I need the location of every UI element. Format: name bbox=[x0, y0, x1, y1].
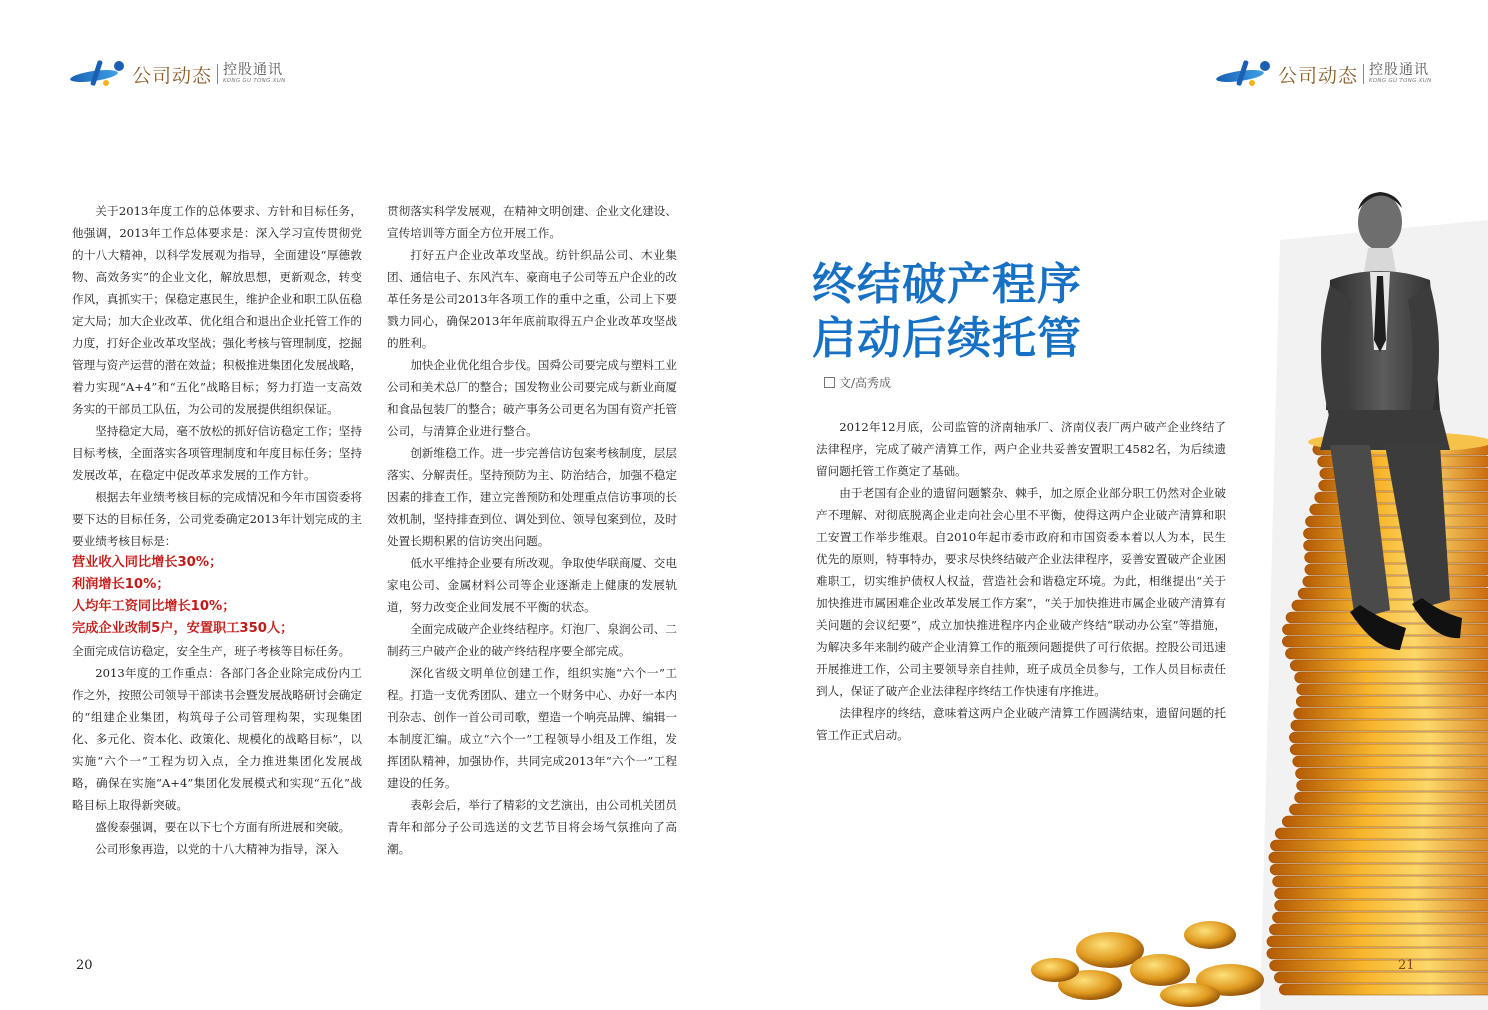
text-column-2 bbox=[387, 200, 677, 860]
header-section-title: 公司动态 bbox=[1278, 64, 1359, 87]
company-logo-icon bbox=[70, 58, 126, 90]
highlight-target: 完成企业改制5户，安置职工350人； bbox=[72, 621, 294, 636]
header-section-title: 公司动态 bbox=[132, 64, 213, 87]
header-publication-en: KONG GU TONG XUN bbox=[1369, 78, 1432, 85]
paragraph: 关于2013年度工作的总体要求、方针和目标任务，他强调，2013年工作总体要求是：深入学习宣传贯彻党的十八大精神，以科学发展观为指导，全面建设“厚德敦物、高效务实”的企业文化，解放思想，更新观念，转变作风，真抓实干；保稳定惠民生，维护企业和职工队伍稳定大局；加大企业改革、优化组合和退出企业托管工作的力度，打好企业改革攻坚战；强化考核与管理制度，挖掘管理与资产运营的潜在效益；积极推进集团化发展战略，着力实现“A+4”和“五化”战略目标；努力打造一支高效务实的干部员工队伍，为公司的发展提供组织保证。 bbox=[72, 204, 362, 416]
article-body bbox=[816, 416, 1226, 746]
paragraph: 全面完成信访稳定，安全生产，班子考核等目标任务。 bbox=[72, 644, 351, 658]
paragraph: 贯彻落实科学发展观，在精神文明创建、企业文化建设、宣传培训等方面全方位开展工作。 bbox=[387, 204, 677, 240]
paragraph: 加快企业优化组合步伐。国舜公司要完成与塑料工业公司和美术总厂的整合；国发物业公司要完成与新业商厦和食品包装厂的整合；破产事务公司更名为国有资产托管公司，与清算企业进行整合。 bbox=[387, 358, 677, 438]
page-header bbox=[70, 58, 286, 90]
company-logo-icon bbox=[1216, 58, 1272, 90]
highlight-target: 利润增长10%； bbox=[72, 577, 170, 592]
paragraph: 表彰会后，举行了精彩的文艺演出，由公司机关团员青年和部分子公司选送的文艺节目将会场气氛推向了高潮。 bbox=[387, 798, 677, 856]
square-bullet-icon bbox=[824, 377, 835, 388]
paragraph: 公司形象再造，以党的十八大精神为指导，深入 bbox=[95, 842, 339, 856]
page-number: 21 bbox=[1398, 958, 1415, 973]
header-publication bbox=[223, 63, 285, 85]
highlight-target: 人均年工资同比增长10%； bbox=[72, 599, 236, 614]
header-divider bbox=[1363, 64, 1364, 84]
page-header-right bbox=[1216, 58, 1432, 90]
text-column-1 bbox=[72, 200, 362, 860]
paragraph: 打好五户企业改革攻坚战。纺针织品公司、木业集团、通信电子、东风汽车、豪商电子公司等五户企业的改革任务是公司2013年各项工作的重中之重，公司上下要戮力同心，确保2013年年底前取得五户企业改革攻坚战的胜利。 bbox=[387, 248, 677, 350]
paragraph: 低水平维持企业要有所改观。争取使华联商厦、交电家电公司、金属材料公司等企业逐渐走上健康的发展轨道，努力改变企业间发展不平衡的状态。 bbox=[387, 556, 677, 614]
header-divider bbox=[217, 64, 218, 84]
article-title bbox=[812, 258, 1082, 366]
byline-text: 文/高秀成 bbox=[839, 376, 892, 390]
paragraph: 坚持稳定大局，毫不放松的抓好信访稳定工作；坚持目标考核，全面落实各项管理制度和年度目标任务；坚持发展改革，在稳定中促改革求发展的工作方针。 bbox=[72, 424, 362, 482]
article-title-line2: 启动后续托管 bbox=[812, 313, 1082, 364]
paragraph: 全面完成破产企业终结程序。灯泡厂、泉润公司、二制药三户破产企业的破产终结程序要全部完成。 bbox=[387, 622, 677, 658]
paragraph: 根据去年业绩考核目标的完成情况和今年市国资委将要下达的目标任务，公司党委确定2013年计划完成的主要业绩考核目标是： bbox=[72, 490, 362, 548]
header-publication-cn: 控股通讯 bbox=[1369, 62, 1430, 79]
paragraph: 2013年度的工作重点：各部门各企业除完成份内工作之外，按照公司领导干部读书会暨发展战略研讨会确定的“组建企业集团，构筑母子公司管理构架，实现集团化、多元化、资本化、政策化、规模化的战略目标”，以实施“六个一”工程为切入点，全力推进集团化发展战略，确保在实施“A+4”集团化发展模式和实现“五化”战略目标上取得新突破。 bbox=[72, 666, 362, 812]
header-publication-en: KONG GU TONG XUN bbox=[223, 78, 286, 85]
paragraph: 盛俊泰强调，要在以下七个方面有所进展和突破。 bbox=[95, 820, 351, 834]
page-number: 20 bbox=[76, 958, 93, 973]
paragraph: 由于老国有企业的遗留问题繁杂、棘手，加之原企业部分职工仍然对企业破产不理解、对彻底脱离企业走向社会心里不平衡，使得这两户企业破产清算和职工安置工作举步维艰。自2010年起市委市政府和市国资委本着以人为本，民生优先的原则，特事特办，要求尽快终结破产企业法律程序，妥善安置破产企业困难职工，切实维护债权人权益，营造社会和谐稳定环境。为此，相继提出“关于加快推进市属困难企业改革发展工作方案”，“关于加快推进市属企业破产清算有关问题的会议纪要”，成立加快推进程序内企业破产终结“联动办公室”等措施，为解决多年来制约破产企业清算工作的瓶颈问题提供了可行依据。控股公司迅速开展推进工作，公司主要领导亲自挂帅，班子成员全员参与，工作人员目标责任到人，保证了破产企业法律程序终结工作快速有序推进。 bbox=[816, 486, 1226, 698]
header-publication-cn: 控股通讯 bbox=[223, 62, 284, 79]
article-byline bbox=[824, 374, 891, 391]
paragraph: 深化省级文明单位创建工作，组织实施“六个一”工程。打造一支优秀团队、建立一个财务中心、办好一本内刊杂志、创作一首公司司歌，塑造一个响亮品牌、编辑一本制度汇编。成立“六个一”工程领导小组及工作组，发挥团队精神，加强协作，共同完成2013年“六个一”工程建设的任务。 bbox=[387, 666, 677, 790]
header-publication bbox=[1369, 63, 1431, 85]
paragraph: 法律程序的终结，意味着这两户企业破产清算工作圆满结束，遗留问题的托管工作正式启动。 bbox=[816, 706, 1226, 742]
paragraph: 创新维稳工作。进一步完善信访包案考核制度，层层落实、分解责任。坚持预防为主、防治结合，加强不稳定因素的排查工作，建立完善预防和处理重点信访事项的长效机制，坚持排查到位、调处到位、领导包案到位，及时处置长期积累的信访突出问题。 bbox=[387, 446, 677, 548]
article-title-line1: 终结破产程序 bbox=[812, 259, 1082, 310]
highlight-target: 营业收入同比增长30%； bbox=[72, 555, 223, 570]
paragraph: 2012年12月底，公司监管的济南轴承厂、济南仪表厂两户破产企业终结了法律程序，完成了破产清算工作，两户企业共妥善安置职工4582名，为后续遗留问题托管工作奠定了基础。 bbox=[816, 420, 1226, 478]
